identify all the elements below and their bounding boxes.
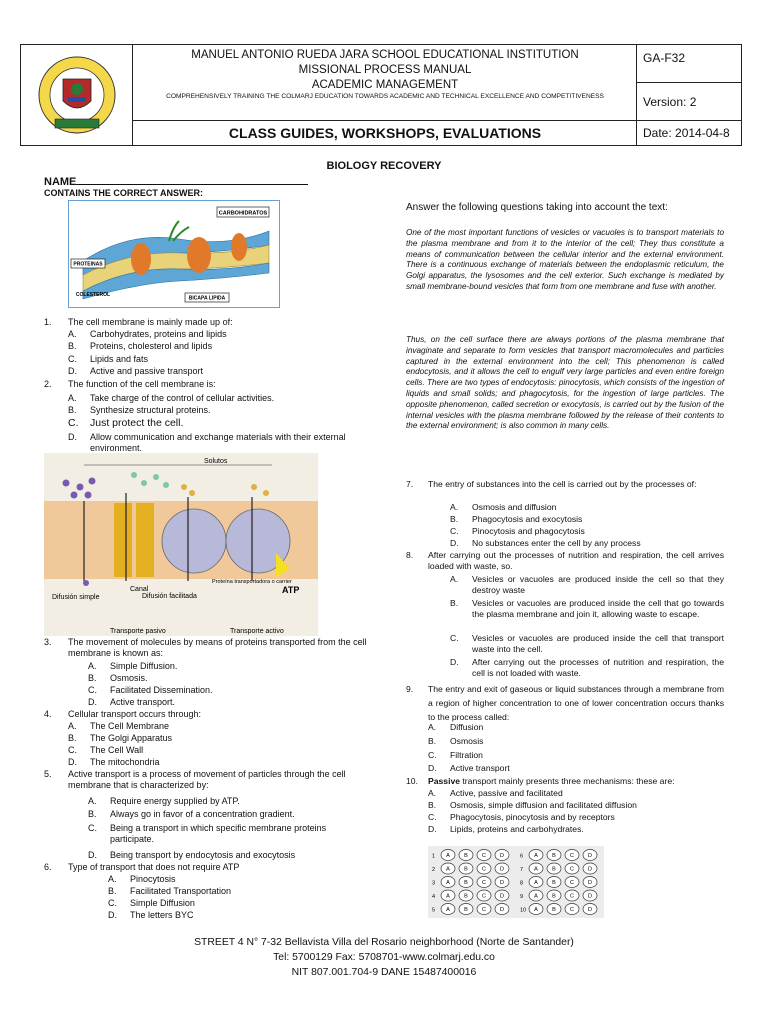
option-letter: D.: [450, 657, 459, 667]
answer-row-number: 6: [520, 853, 524, 860]
answer-bubble-letter: B: [464, 907, 468, 913]
answer-bubble-letter: B: [464, 893, 468, 900]
option-text: Lipids, proteins and carbohydrates.: [450, 824, 584, 834]
option-text: Osmosis and diffusion: [472, 502, 557, 512]
answer-bubble-letter: A: [534, 853, 538, 859]
option-letter: D.: [88, 850, 97, 860]
question-text: [428, 776, 724, 787]
answer-row-number: 8: [520, 880, 524, 887]
answer-bubble-letter: B: [552, 880, 556, 886]
option-letter: C.: [108, 898, 117, 908]
question-number: 1.: [44, 317, 52, 327]
option-text: Pinocytosis: [130, 874, 176, 884]
option-letter: B.: [88, 809, 97, 819]
membrane-illustration: [69, 201, 279, 307]
option-text: Phagocytosis and exocytosis: [472, 514, 583, 524]
option-letter: B.: [68, 341, 77, 351]
answer-row-number: 10: [520, 907, 527, 914]
reading-instructions: Answer the following questions taking into account the text:: [406, 202, 668, 213]
answer-bubble-letter: C: [482, 893, 486, 900]
answer-bubble-letter: C: [482, 866, 486, 873]
answer-bubble-letter: D: [500, 880, 504, 886]
option-text: Allow communication and exchange materials with their external environment.: [90, 432, 346, 453]
option-letter: A.: [428, 722, 437, 732]
reading-paragraph-2: Thus, on the cell surface there are always portions of the plasma membrane that invaginate and separate to form vesicles that transport macromolecules and particles captured in the external environment into the cell; This phenomenon is called endocytosis, and it allows the cell to engulf very large particles and even entire foreign cells. There are two types of endocytosis: pinocytosis, which consists of the ingestion of liquids and small solids; and phagocytosis, for the ingestion of large particles. The opposite phenomenon, called secretion or exocytosis, is carried out by the fusion of the internal vesicles with the plasma membrane followed by the release of their contents to the external environment; is also common in many cells.: [406, 335, 724, 431]
option-text: Active transport.: [110, 697, 176, 707]
option-letter: C.: [428, 750, 437, 760]
question-text: The entry and exit of gaseous or liquid substances through a membrane from a region of higher concentration to one of lower concentration occurs thanks to the process called:: [428, 684, 724, 722]
cell-membrane-figure: [68, 200, 280, 308]
option-letter: C.: [428, 812, 437, 822]
option-text: Filtration: [450, 750, 483, 760]
option-text: Simple Diffusion: [130, 898, 195, 908]
school-logo: [21, 45, 133, 145]
answer-row-number: 7: [520, 867, 524, 873]
question-number: 3.: [44, 637, 52, 647]
option-text: Being transport by endocytosis and exocytosis: [110, 850, 296, 860]
option-text: Being a transport in which specific membrane proteins participate.: [110, 823, 327, 844]
option-text: Facilitated Transportation: [130, 886, 232, 896]
option-text: Always go in favor of a concentration gradient.: [110, 809, 295, 819]
question-emphasis: Passive: [428, 776, 461, 786]
header-meta: [637, 45, 742, 145]
answer-bubble-letter: B: [464, 866, 468, 873]
answer-bubble-letter: A: [534, 893, 538, 900]
answer-row-number: 3: [432, 880, 436, 887]
header-center: [133, 45, 637, 145]
option-letter: B.: [450, 598, 459, 608]
option-letter: A.: [68, 329, 77, 339]
option-letter: C.: [68, 354, 77, 364]
option-text: Facilitated Dissemination.: [110, 685, 213, 695]
answer-bubble-letter: D: [588, 853, 592, 859]
option-letter: D.: [428, 763, 437, 773]
label-difusion-simple: Difusión simple: [52, 594, 100, 601]
answer-bubble-letter: D: [500, 853, 504, 859]
answer-row-number: 4: [432, 894, 436, 900]
institution-block: [133, 45, 637, 121]
answer-bubbles: [428, 846, 604, 918]
question-number: 9.: [406, 684, 414, 694]
answer-bubble-letter: D: [500, 893, 504, 900]
question-number: 8.: [406, 550, 414, 560]
answer-row-number: 2: [432, 867, 436, 873]
option-text: No substances enter the cell by any process: [472, 538, 641, 548]
answer-bubble-letter: D: [500, 907, 504, 913]
answer-row-number: 5: [432, 907, 436, 914]
name-underline: [76, 175, 308, 185]
option-text: Active and passive transport: [90, 366, 204, 376]
option-letter: D.: [68, 366, 77, 376]
option-letter: C.: [68, 417, 79, 429]
answer-bubble-letter: D: [500, 866, 504, 873]
option-text: Lipids and fats: [90, 354, 149, 364]
label-transporte-activo: Transporte activo: [230, 628, 284, 635]
option-text: The letters BYC: [130, 910, 194, 920]
doc-code: GA-F32: [637, 45, 742, 83]
question-text: The movement of molecules by means of proteins transported from the cell membrane is known as:: [68, 637, 367, 658]
option-letter: A.: [428, 788, 437, 798]
option-text: Vesicles or vacuoles are produced inside the cell that go towards the plasma membrane and join it, allowing waste to escape.: [472, 598, 724, 619]
answer-bubble-letter: D: [588, 907, 592, 913]
institution-name: MANUEL ANTONIO RUEDA JARA SCHOOL EDUCATIONAL INSTITUTION: [191, 49, 579, 61]
answer-bubble-letter: C: [570, 880, 574, 886]
option-text: Vesicles or vacuoles are produced inside the cell that transport waste into the cell.: [472, 633, 724, 654]
question-number: 7.: [406, 479, 414, 489]
option-letter: C.: [88, 823, 97, 833]
answer-bubble-letter: A: [534, 866, 538, 873]
option-letter: A.: [68, 721, 77, 731]
option-text: Just protect the cell.: [90, 417, 184, 429]
option-text: Osmosis: [450, 736, 484, 746]
option-text: The Golgi Apparatus: [90, 733, 173, 743]
option-letter: A.: [68, 393, 77, 403]
option-text: Proteins, cholesterol and lipids: [90, 341, 213, 351]
option-text: The Cell Membrane: [90, 721, 170, 731]
option-text: Carbohydrates, proteins and lipids: [90, 329, 227, 339]
answer-bubble-letter: A: [446, 893, 450, 900]
answer-bubble-letter: C: [570, 907, 574, 913]
label-canal: Canal: [130, 586, 149, 593]
option-text: Take charge of the control of cellular activities.: [90, 393, 275, 403]
area-name: ACADEMIC MANAGEMENT: [311, 79, 459, 91]
option-text: Diffusion: [450, 722, 484, 732]
option-letter: A.: [88, 796, 97, 806]
option-letter: C.: [68, 745, 77, 755]
answer-bubble-letter: B: [552, 853, 556, 859]
answer-bubble-letter: D: [588, 893, 592, 900]
question-text: Type of transport that does not require ATP: [68, 862, 240, 872]
option-letter: D.: [68, 432, 77, 442]
question-text: Active transport is a process of movement of particles through the cell membrane that is characterized by:: [68, 769, 346, 790]
option-letter: D.: [108, 910, 117, 920]
answer-bubble-letter: A: [446, 866, 450, 873]
document-header: [20, 44, 742, 146]
answer-row-number: 9: [520, 894, 524, 900]
question-text: The function of the cell membrane is:: [68, 379, 216, 389]
label-difusion-facilitada: Difusión facilitada: [142, 593, 197, 600]
option-letter: B.: [68, 405, 77, 415]
option-text: Vesicles or vacuoles are produced inside the cell so that they destroy waste: [472, 574, 724, 595]
label-proteina-transportadora: Proteína transportadora o carrier: [212, 579, 292, 585]
option-text: Pinocytosis and phagocytosis: [472, 526, 585, 536]
option-text: Osmosis, simple diffusion and facilitated diffusion: [450, 800, 637, 810]
reading-paragraph-1: One of the most important functions of vesicles or vacuoles is to transport materials to the plasma membrane and from it to the interior of the cell; They thus constitute a means of communication between the cellular interior and the external environment. There is a continuous exchange of materials between the endoplasmic reticulum, the Golgi apparatus, the lysosomes and the cell exterior. Such exchange is mediated by small membrane-bound vesicles that form from one membrane and fuse with another.: [406, 228, 724, 291]
option-letter: D.: [450, 538, 459, 548]
answer-bubble-letter: B: [552, 866, 556, 873]
option-letter: C.: [450, 633, 459, 643]
contains-label: CONTAINS THE CORRECT ANSWER:: [44, 188, 203, 198]
label-proteinas: PROTEINAS: [73, 261, 103, 268]
page-title: BIOLOGY RECOVERY: [326, 160, 442, 172]
answer-row-number: 1: [432, 853, 436, 860]
question-number: 10.: [406, 776, 418, 786]
label-transporte-pasivo: Transporte pasivo: [110, 628, 166, 635]
answer-bubble-letter: A: [446, 880, 450, 886]
answer-bubble-letter: B: [552, 907, 556, 913]
option-text: Require energy supplied by ATP.: [110, 796, 240, 806]
answer-bubble-letter: D: [588, 880, 592, 886]
option-text: The mitochondria: [90, 757, 160, 767]
label-colesterol: COLESTEROL: [75, 292, 111, 298]
answer-bubble-letter: D: [588, 866, 592, 873]
question-text: The cell membrane is mainly made up of:: [68, 317, 233, 327]
option-letter: B.: [428, 736, 437, 746]
option-letter: B.: [88, 673, 97, 683]
option-text: Phagocytosis, pinocytosis and by receptors: [450, 812, 615, 822]
answer-bubble-letter: C: [482, 853, 486, 859]
page-footer: [0, 935, 768, 980]
answer-bubble-letter: C: [482, 880, 486, 886]
label-solutos: Solutos: [204, 458, 228, 465]
doc-date: Date: 2014-04-8: [643, 126, 730, 140]
option-text: Simple Diffusion.: [110, 661, 178, 671]
footer-contact: Tel: 5700129 Fax: 5708701-www.colmarj.edu.co: [273, 952, 495, 963]
option-text: Active transport: [450, 763, 510, 773]
option-text: Synthesize structural proteins.: [90, 405, 211, 415]
answer-bubble-letter: A: [446, 853, 450, 859]
question-text: Cellular transport occurs through:: [68, 709, 202, 719]
option-letter: A.: [450, 574, 459, 584]
answer-bubble-letter: C: [570, 866, 574, 873]
mission-text: COMPREHENSIVELY TRAINING THE COLMARJ EDUCATION TOWARDS ACADEMIC AND TECHNICAL EXCELLENCE AND COMPETITIVENESS: [166, 93, 604, 100]
answer-bubble-letter: B: [552, 893, 556, 900]
name-field: [44, 175, 308, 188]
label-carbohidratos: CARBOHIDRATOS: [218, 210, 268, 217]
name-label: NAME: [44, 176, 77, 188]
answer-bubble-letter: B: [464, 853, 468, 859]
label-atp: ATP: [282, 585, 300, 595]
option-letter: A.: [108, 874, 117, 884]
answer-sheet: [428, 846, 604, 918]
option-letter: A.: [88, 661, 97, 671]
question-text: After carrying out the processes of nutrition and respiration, the cell arrives loaded with waste, so.: [428, 550, 724, 571]
option-text: Active, passive and facilitated: [450, 788, 563, 798]
option-letter: B.: [108, 886, 117, 896]
doc-version: Version: 2: [637, 83, 742, 121]
answer-bubble-letter: B: [464, 880, 468, 886]
question-text: The entry of substances into the cell is carried out by the processes of:: [428, 479, 697, 489]
question-number: 5.: [44, 769, 52, 779]
option-text: After carrying out the processes of nutrition and respiration, the cell is not loaded with waste.: [472, 657, 724, 678]
logo-cell: [21, 45, 133, 145]
option-letter: D.: [428, 824, 437, 834]
option-text: The Cell Wall: [90, 745, 144, 755]
manual-name: MISSIONAL PROCESS MANUAL: [298, 64, 472, 76]
footer-address: STREET 4 N° 7-32 Bellavista Villa del Rosario neighborhood (Norte de Santander): [194, 937, 574, 948]
answer-bubble-letter: C: [570, 853, 574, 859]
footer-nit: NIT 807.001.704-9 DANE 15487400016: [291, 967, 477, 978]
question-number: 2.: [44, 379, 52, 389]
question-text-rest: transport mainly presents three mechanisms: these are:: [460, 776, 675, 786]
answer-bubble-letter: C: [570, 893, 574, 900]
transport-illustration: [44, 453, 318, 636]
option-text: Osmosis.: [110, 673, 148, 683]
option-letter: C.: [450, 526, 459, 536]
option-letter: D.: [68, 757, 77, 767]
option-letter: C.: [88, 685, 97, 695]
question-number: 6.: [44, 862, 52, 872]
option-letter: A.: [450, 502, 459, 512]
question-number: 4.: [44, 709, 52, 719]
answer-bubble-letter: A: [534, 907, 538, 913]
answer-bubble-letter: A: [534, 880, 538, 886]
option-letter: B.: [450, 514, 459, 524]
transport-figure: [44, 453, 318, 636]
label-bicapa-lipida: BICAPA LIPIDA: [188, 295, 226, 302]
answer-bubble-letter: C: [482, 907, 486, 913]
option-letter: B.: [68, 733, 77, 743]
option-letter: B.: [428, 800, 437, 810]
doc-type: CLASS GUIDES, WORKSHOPS, EVALUATIONS: [228, 125, 542, 141]
option-letter: D.: [88, 697, 97, 707]
answer-bubble-letter: A: [446, 907, 450, 913]
